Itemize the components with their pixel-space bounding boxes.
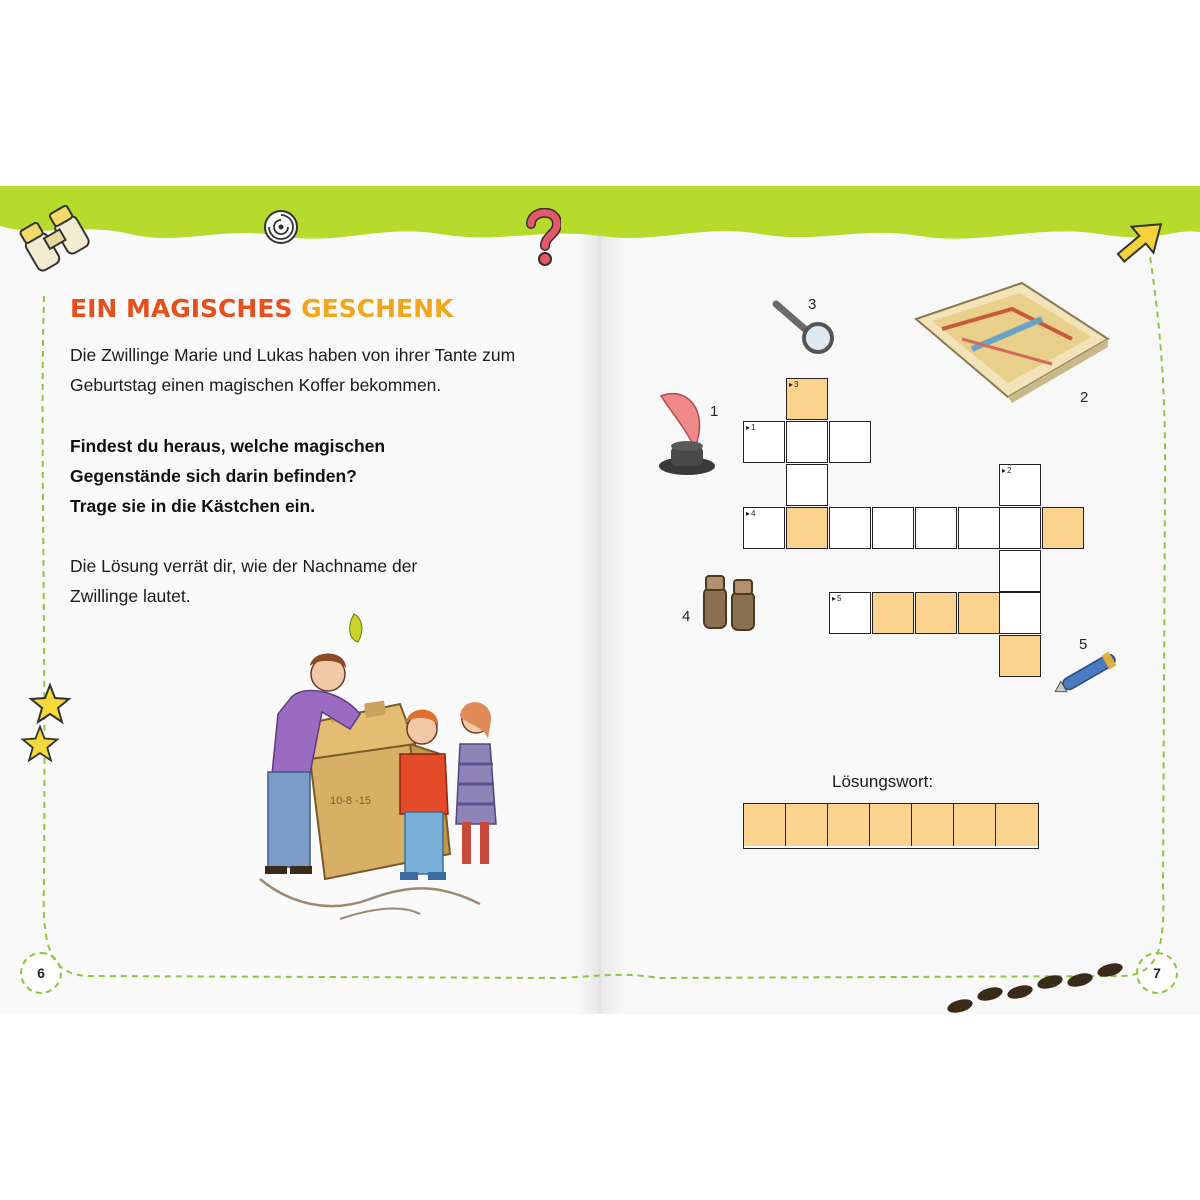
crossword-cell[interactable] xyxy=(958,507,1000,549)
box-writing: 10-8 -15 xyxy=(330,795,371,807)
crossword-cell[interactable] xyxy=(999,550,1041,592)
crossword-cell[interactable] xyxy=(915,507,957,549)
page-number-right: 7 xyxy=(1136,952,1178,994)
crossword-cell[interactable] xyxy=(872,592,914,634)
footprints-icon xyxy=(930,954,1130,1014)
title-part-1: EIN MAGISCHES xyxy=(70,294,293,323)
crossword-cell[interactable] xyxy=(999,464,1041,506)
binoculars-item-icon xyxy=(700,572,762,634)
item-number-map: 2 xyxy=(1080,389,1089,406)
clue-number-2: ▸ 2 xyxy=(1002,466,1011,475)
star-icon xyxy=(28,682,72,726)
task-line: Trage sie in die Kästchen ein. xyxy=(70,496,316,516)
crossword-cell[interactable] xyxy=(786,378,828,420)
clue-number-1: ▸ 1 xyxy=(746,423,755,432)
crossword-cell[interactable] xyxy=(958,592,1000,634)
magnifier-icon xyxy=(770,296,840,356)
solution-row xyxy=(743,803,1039,849)
intro-text: Die Zwillinge Marie und Lukas haben von ihrer Tante zum Geburtstag einen magischen Koffer bekommen. xyxy=(70,345,516,395)
hint-text: Die Lösung verrät dir, wie der Nachname der Zwillinge lautet. xyxy=(70,556,418,606)
crossword-cell[interactable] xyxy=(1042,507,1084,549)
crossword-cell[interactable] xyxy=(786,421,828,463)
item-number-binoculars: 4 xyxy=(682,608,691,625)
book-spread xyxy=(0,186,1200,1014)
star-icon xyxy=(20,724,60,764)
crossword-cell[interactable] xyxy=(829,421,871,463)
page-number-left: 6 xyxy=(20,952,62,994)
feather-inkwell-icon xyxy=(655,388,720,478)
question-mark-icon xyxy=(525,208,561,268)
crossword-cell[interactable] xyxy=(829,592,871,634)
solution-cell[interactable] xyxy=(786,804,828,846)
crossword-cell[interactable] xyxy=(743,421,785,463)
pen-icon xyxy=(1050,646,1128,698)
solution-cell[interactable] xyxy=(912,804,954,846)
crossword-cell[interactable] xyxy=(829,507,871,549)
crossword-cell[interactable] xyxy=(872,507,914,549)
binoculars-icon xyxy=(18,204,96,274)
clue-number-4: ▸ 4 xyxy=(746,509,755,518)
clue-number-5: ▸ 5 xyxy=(832,594,841,603)
crossword-cell[interactable] xyxy=(915,592,957,634)
crossword-cell[interactable] xyxy=(786,464,828,506)
solution-cell[interactable] xyxy=(828,804,870,846)
crossword-cell[interactable] xyxy=(786,507,828,549)
crossword-cell[interactable] xyxy=(999,635,1041,677)
item-number-pen: 5 xyxy=(1079,636,1088,653)
map-icon xyxy=(912,279,1112,404)
item-number-magnifier: 3 xyxy=(808,296,817,313)
task-line: Gegenstände sich darin befinden? xyxy=(70,466,357,486)
solution-cell[interactable] xyxy=(996,804,1038,846)
maze-icon xyxy=(262,208,300,246)
crossword-cell[interactable] xyxy=(999,507,1041,549)
arrow-icon xyxy=(1113,216,1169,266)
title-part-2: GESCHENK xyxy=(301,294,454,323)
item-number-feather: 1 xyxy=(710,403,719,420)
crossword-cell[interactable] xyxy=(999,592,1041,634)
crossword-cell[interactable] xyxy=(743,507,785,549)
task-line: Findest du heraus, welche magischen xyxy=(70,436,386,456)
clue-number-3: ▸ 3 xyxy=(789,380,798,389)
solution-label: Lösungswort: xyxy=(832,772,934,791)
solution-cell[interactable] xyxy=(744,804,786,846)
solution-cell[interactable] xyxy=(954,804,996,846)
solution-cell[interactable] xyxy=(870,804,912,846)
